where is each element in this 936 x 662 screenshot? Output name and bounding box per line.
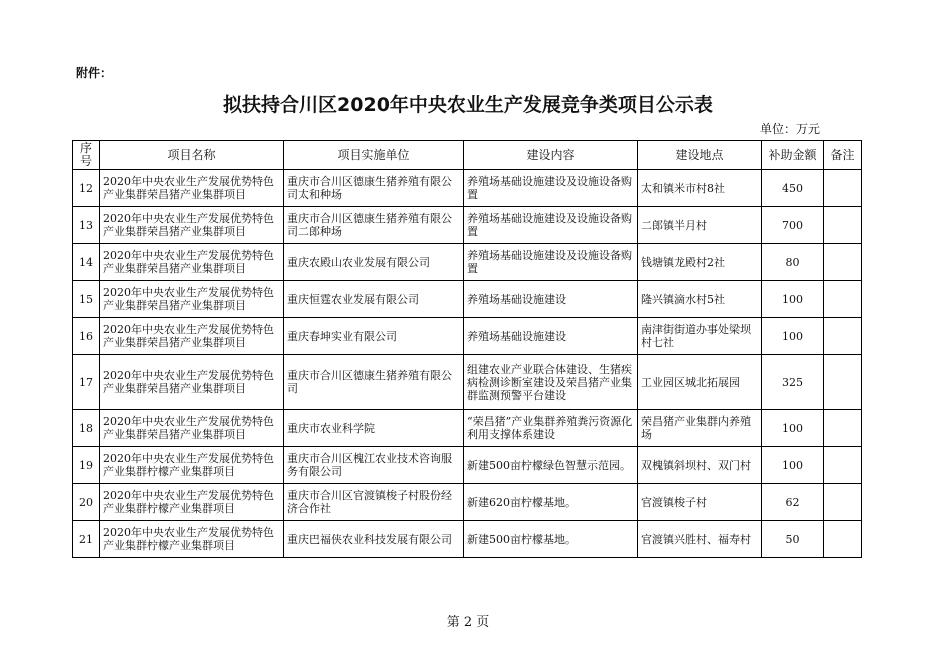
column-header: 序号: [73, 141, 100, 170]
implementing-unit: 重庆市合川区槐江农业技术咨询服务有限公司: [284, 447, 464, 484]
table-row: [73, 170, 862, 207]
column-header: 项目名称: [100, 141, 284, 170]
implementing-unit: 重庆市合川区德康生猪养殖有限公司: [284, 355, 464, 410]
project-name: 2020年中央农业生产发展优势特色产业集群荣昌猪产业集群项目: [100, 281, 284, 318]
column-header: 建设内容: [464, 141, 638, 170]
project-name: 2020年中央农业生产发展优势特色产业集群荣昌猪产业集群项目: [100, 410, 284, 447]
construction-location: 南津街街道办事处梁坝村七社: [638, 318, 762, 355]
row-number: 15: [73, 281, 100, 318]
construction-content: 养殖场基础设施建设: [464, 281, 638, 318]
construction-location: 官渡镇梭子村: [638, 484, 762, 521]
construction-content: 新建500亩柠檬绿色智慧示范园。: [464, 447, 638, 484]
project-name: 2020年中央农业生产发展优势特色产业集群荣昌猪产业集群项目: [100, 318, 284, 355]
project-table: [72, 140, 862, 558]
row-number: 14: [73, 244, 100, 281]
remarks: [824, 170, 862, 207]
subsidy-amount: 700: [762, 207, 824, 244]
row-number: 13: [73, 207, 100, 244]
row-number: 18: [73, 410, 100, 447]
remarks: [824, 207, 862, 244]
row-number: 19: [73, 447, 100, 484]
table-row: [73, 355, 862, 410]
subsidy-amount: 325: [762, 355, 824, 410]
subsidy-amount: 100: [762, 447, 824, 484]
row-number: 17: [73, 355, 100, 410]
implementing-unit: 重庆市合川区德康生猪养殖有限公司太和种场: [284, 170, 464, 207]
remarks: [824, 355, 862, 410]
construction-content: 养殖场基础设施建设: [464, 318, 638, 355]
row-number: 21: [73, 521, 100, 558]
construction-content: 组建农业产业联合体建设、生猪疾病检测诊断室建设及荣昌猪产业集群监测预警平台建设: [464, 355, 638, 410]
remarks: [824, 281, 862, 318]
project-name: 2020年中央农业生产发展优势特色产业集群荣昌猪产业集群项目: [100, 244, 284, 281]
construction-location: 荣昌猪产业集群内养殖场: [638, 410, 762, 447]
implementing-unit: 重庆市合川区官渡镇梭子村股份经济合作社: [284, 484, 464, 521]
row-number: 20: [73, 484, 100, 521]
table-row: [73, 484, 862, 521]
table-row: [73, 244, 862, 281]
subsidy-amount: 450: [762, 170, 824, 207]
subsidy-amount: 62: [762, 484, 824, 521]
column-header: 备注: [824, 141, 862, 170]
attachment-label: 附件：: [76, 66, 113, 80]
subsidy-amount: 100: [762, 281, 824, 318]
subsidy-amount: 80: [762, 244, 824, 281]
construction-location: 二郎镇半月村: [638, 207, 762, 244]
row-number: 12: [73, 170, 100, 207]
project-name: 2020年中央农业生产发展优势特色产业集群柠檬产业集群项目: [100, 484, 284, 521]
implementing-unit: 重庆巴福侠农业科技发展有限公司: [284, 521, 464, 558]
construction-location: 官渡镇兴胜村、福寿村: [638, 521, 762, 558]
construction-location: 太和镇米市村8社: [638, 170, 762, 207]
table-row: [73, 281, 862, 318]
implementing-unit: 重庆市农业科学院: [284, 410, 464, 447]
subsidy-amount: 100: [762, 318, 824, 355]
project-name: 2020年中央农业生产发展优势特色产业集群柠檬产业集群项目: [100, 521, 284, 558]
table-row: [73, 410, 862, 447]
remarks: [824, 484, 862, 521]
subsidy-amount: 100: [762, 410, 824, 447]
construction-content: “荣昌猪”产业集群养殖粪污资源化利用支撑体系建设: [464, 410, 638, 447]
construction-content: 养殖场基础设施建设及设施设备购置: [464, 170, 638, 207]
construction-location: 双槐镇斜坝村、双门村: [638, 447, 762, 484]
remarks: [824, 521, 862, 558]
implementing-unit: 重庆春坤实业有限公司: [284, 318, 464, 355]
remarks: [824, 447, 862, 484]
subsidy-amount: 50: [762, 521, 824, 558]
remarks: [824, 410, 862, 447]
construction-location: 钱塘镇龙殿村2社: [638, 244, 762, 281]
table-row: [73, 318, 862, 355]
project-name: 2020年中央农业生产发展优势特色产业集群柠檬产业集群项目: [100, 447, 284, 484]
table-header-row: [73, 141, 862, 170]
remarks: [824, 318, 862, 355]
page-title: 拟扶持合川区2020年中央农业生产发展竞争类项目公示表: [223, 94, 713, 116]
implementing-unit: 重庆恒霆农业发展有限公司: [284, 281, 464, 318]
construction-content: 新建500亩柠檬基地。: [464, 521, 638, 558]
table-row: [73, 521, 862, 558]
construction-location: 工业园区城北拓展园: [638, 355, 762, 410]
construction-location: 隆兴镇滴水村5社: [638, 281, 762, 318]
remarks: [824, 244, 862, 281]
table-row: [73, 447, 862, 484]
implementing-unit: 重庆市合川区德康生猪养殖有限公司二郎种场: [284, 207, 464, 244]
table-row: [73, 207, 862, 244]
project-name: 2020年中央农业生产发展优势特色产业集群荣昌猪产业集群项目: [100, 207, 284, 244]
column-header: 项目实施单位: [284, 141, 464, 170]
column-header: 建设地点: [638, 141, 762, 170]
row-number: 16: [73, 318, 100, 355]
unit-label: 单位：万元: [760, 122, 821, 136]
project-name: 2020年中央农业生产发展优势特色产业集群荣昌猪产业集群项目: [100, 355, 284, 410]
construction-content: 新建620亩柠檬基地。: [464, 484, 638, 521]
project-name: 2020年中央农业生产发展优势特色产业集群荣昌猪产业集群项目: [100, 170, 284, 207]
construction-content: 养殖场基础设施建设及设施设备购置: [464, 207, 638, 244]
construction-content: 养殖场基础设施建设及设施设备购置: [464, 244, 638, 281]
implementing-unit: 重庆农殿山农业发展有限公司: [284, 244, 464, 281]
column-header: 补助金额: [762, 141, 824, 170]
page-number: 第 2 页: [446, 615, 490, 630]
